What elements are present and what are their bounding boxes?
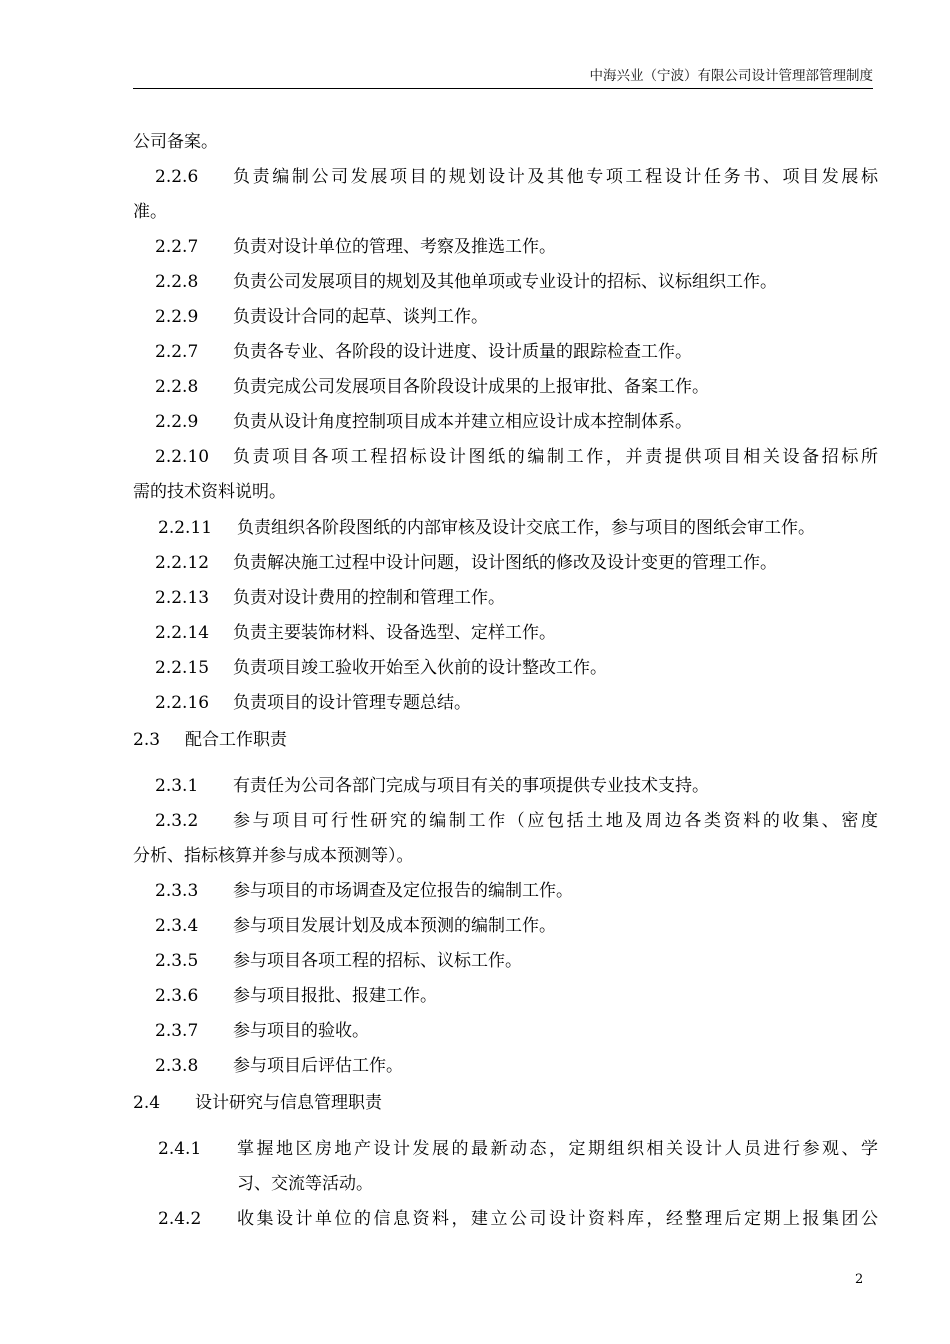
paragraph-text: 参与项目的验收。 [233,1021,369,1041]
paragraph-text: 准。 [133,202,167,222]
paragraph-line [133,1054,878,1078]
paragraph-line [133,774,878,798]
paragraph-line [133,340,878,364]
paragraph-line [133,949,878,973]
paragraph-text: 参与项目发展计划及成本预测的编制工作。 [233,916,556,936]
paragraph-line [133,235,878,259]
section-number: 2.3.5 [155,951,199,971]
paragraph-line [133,270,878,294]
section-number: 2.2.9 [155,307,199,327]
section-number: 2.2.16 [155,693,210,713]
paragraph-text: 负责各专业、各阶段的设计进度、设计质量的跟踪检查工作。 [233,342,692,362]
section-number: 2.2.9 [155,412,199,432]
section-number: 2.2.15 [155,658,210,678]
section-number: 2.3.2 [155,811,199,831]
paragraph-line [133,200,878,224]
paragraph-line [133,728,878,752]
section-number: 2.2.13 [155,588,210,608]
paragraph-text: 负责完成公司发展项目各阶段设计成果的上报审批、备案工作。 [233,377,709,397]
paragraph-text: 负责公司发展项目的规划及其他单项或专业设计的招标、议标组织工作。 [233,272,777,292]
paragraph-text: 负责对设计单位的管理、考察及推选工作。 [233,237,556,257]
section-number: 2.2.12 [155,553,210,573]
paragraph-text: 负责编制公司发展项目的规划设计及其他专项工程设计任务书、项目发展标 [233,167,878,187]
section-number: 2.3.3 [155,881,199,901]
paragraph-line [133,165,878,189]
section-number: 2.2.7 [155,342,199,362]
paragraph-text: 负责从设计角度控制项目成本并建立相应设计成本控制体系。 [233,412,692,432]
section-number: 2.4.1 [158,1139,202,1159]
paragraph-line [133,305,878,329]
paragraph-line [133,480,878,504]
paragraph-line [133,1207,878,1231]
paragraph-line [133,586,878,610]
paragraph-line [133,410,878,434]
paragraph-text: 负责项目竣工验收开始至入伙前的设计整改工作。 [233,658,607,678]
paragraph-text: 负责项目的设计管理专题总结。 [233,693,471,713]
header-rule [133,88,873,89]
paragraph-text: 参与项目可行性研究的编制工作（应包括土地及周边各类资料的收集、密度 [233,811,878,831]
paragraph-text: 参与项目的市场调查及定位报告的编制工作。 [233,881,573,901]
section-number: 2.2.6 [155,167,199,187]
paragraph-text: 参与项目后评估工作。 [233,1056,403,1076]
paragraph-line [133,621,878,645]
paragraph-text: 负责组织各阶段图纸的内部审核及设计交底工作，参与项目的图纸会审工作。 [237,518,815,538]
section-number: 2.4.2 [158,1209,202,1229]
section-number: 2.2.10 [155,447,210,467]
section-number: 2.3.4 [155,916,199,936]
paragraph-text: 配合工作职责 [185,730,287,750]
section-number: 2.2.7 [155,237,199,257]
paragraph-text: 分析、指标核算并参与成本预测等）。 [133,846,414,866]
paragraph-line [133,844,878,868]
paragraph-text: 掌握地区房地产设计发展的最新动态，定期组织相关设计人员进行参观、学 [237,1139,878,1159]
paragraph-line [133,656,878,680]
section-number: 2.4 [133,1093,161,1113]
paragraph-text: 负责主要装饰材料、设备选型、定样工作。 [233,623,556,643]
paragraph-line [133,879,878,903]
section-number: 2.2.14 [155,623,210,643]
section-number: 2.3.7 [155,1021,199,1041]
section-number: 2.3.6 [155,986,199,1006]
paragraph-text: 设计研究与信息管理职责 [195,1093,382,1113]
paragraph-line [133,691,878,715]
paragraph-line [133,516,878,540]
paragraph-line [133,130,878,154]
paragraph-text: 负责对设计费用的控制和管理工作。 [233,588,505,608]
section-number: 2.2.8 [155,377,199,397]
paragraph-text: 参与项目报批、报建工作。 [233,986,437,1006]
paragraph-line [133,375,878,399]
paragraph-text: 习、交流等活动。 [237,1174,373,1194]
paragraph-line [133,1172,878,1196]
section-number: 2.3.1 [155,776,199,796]
page-header: 中海兴业（宁波）有限公司设计管理部管理制度 [589,68,873,84]
paragraph-line [133,914,878,938]
section-number: 2.2.11 [158,518,213,538]
paragraph-line [133,551,878,575]
section-number: 2.3 [133,730,161,750]
section-number: 2.2.8 [155,272,199,292]
paragraph-line [133,984,878,1008]
paragraph-line [133,1019,878,1043]
paragraph-text: 收集设计单位的信息资料，建立公司设计资料库，经整理后定期上报集团公 [237,1209,878,1229]
paragraph-text: 负责解决施工过程中设计问题，设计图纸的修改及设计变更的管理工作。 [233,553,777,573]
paragraph-line [133,1091,878,1115]
paragraph-line [133,445,878,469]
paragraph-text: 需的技术资料说明。 [133,482,286,502]
paragraph-text: 有责任为公司各部门完成与项目有关的事项提供专业技术支持。 [233,776,709,796]
paragraph-line [133,1137,878,1161]
paragraph-text: 负责设计合同的起草、谈判工作。 [233,307,488,327]
paragraph-text: 公司备案。 [133,132,218,152]
paragraph-line [133,809,878,833]
paragraph-text: 负责项目各项工程招标设计图纸的编制工作，并责提供项目相关设备招标所 [233,447,878,467]
page-number: 2 [855,1272,864,1287]
paragraph-text: 参与项目各项工程的招标、议标工作。 [233,951,522,971]
section-number: 2.3.8 [155,1056,199,1076]
